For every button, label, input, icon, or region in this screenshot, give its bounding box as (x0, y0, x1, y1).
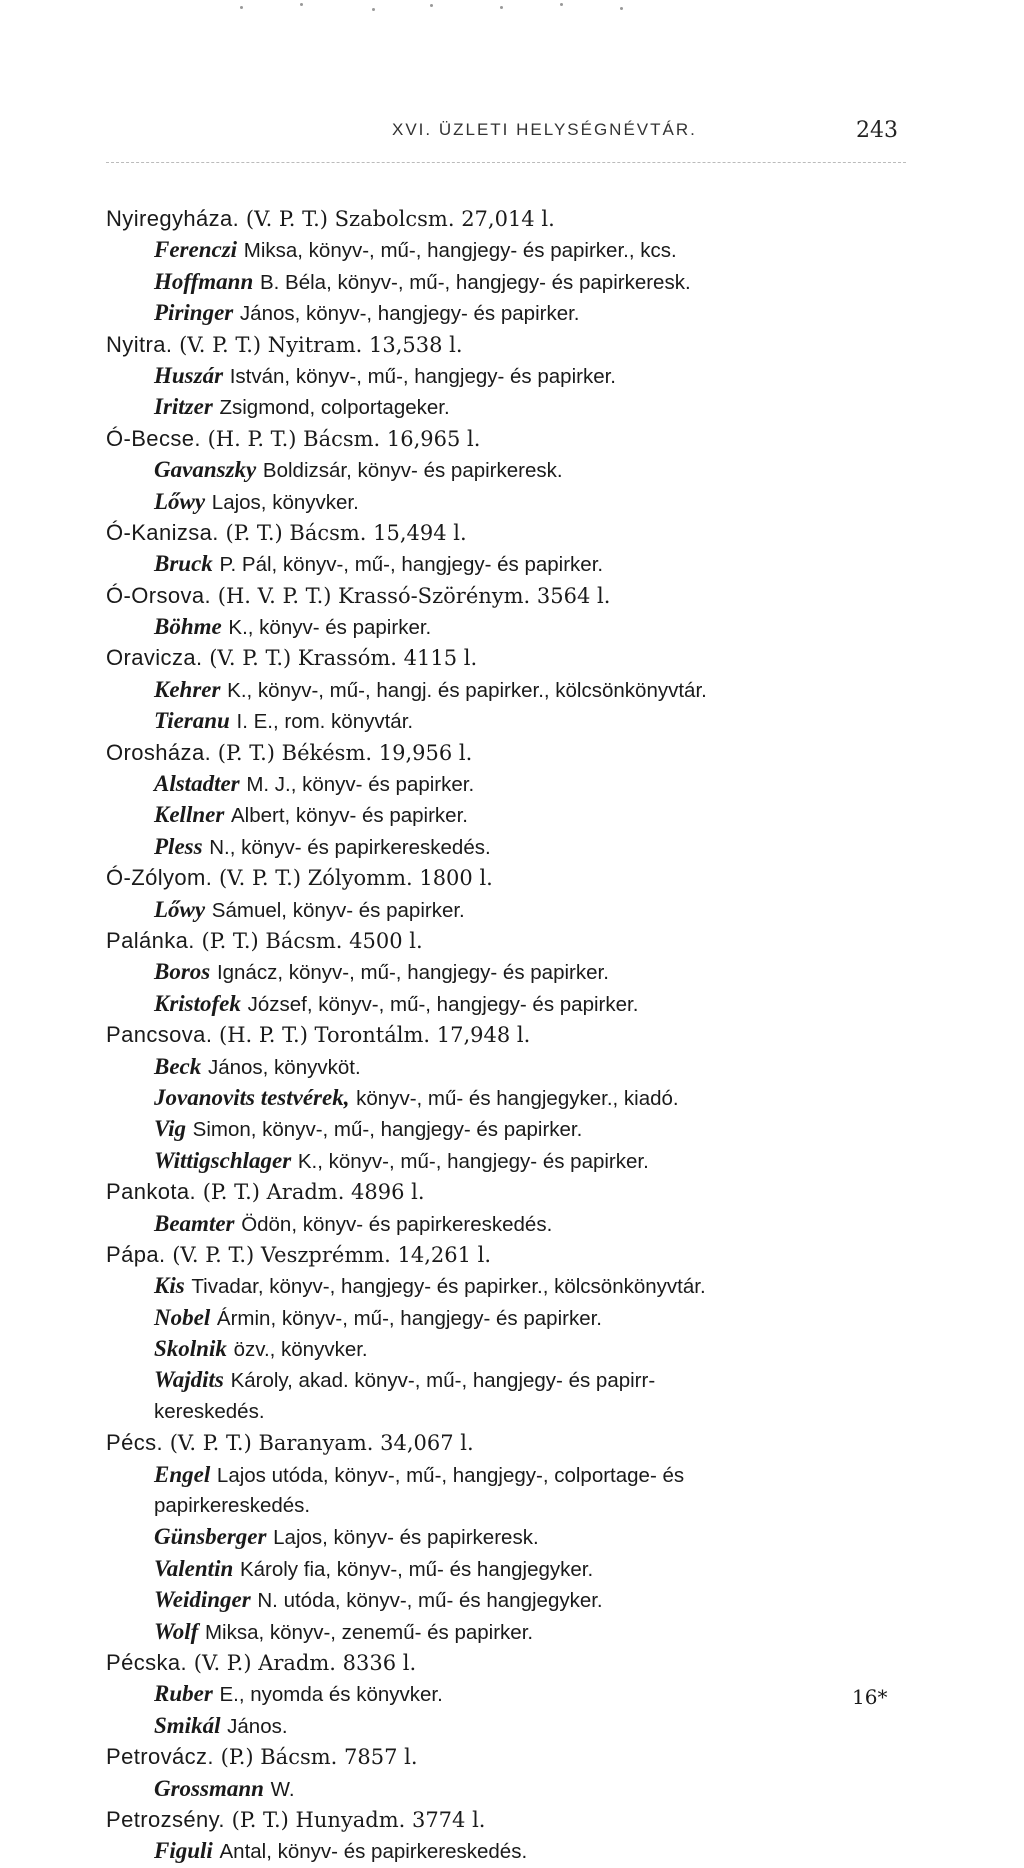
town-name: Ó-Zólyom. (106, 865, 213, 891)
shop-entry (106, 1835, 906, 1866)
shop-description: Miksa, könyv-, zenemű- és papirker. (204, 1620, 534, 1644)
shop-entry (106, 831, 906, 862)
shop-entry (106, 894, 906, 925)
shop-entry (106, 1584, 906, 1615)
town-heading (106, 1804, 906, 1835)
town-details: (P. T.) Bácsm. 15,494 l. (225, 520, 467, 545)
town-details: (P.) Bácsm. 7857 l. (220, 1745, 418, 1770)
shop-description: P. Pál, könyv-, mű-, hangjegy- és papirker. (219, 553, 604, 577)
shop-name: Beck (154, 1053, 202, 1079)
shop-entry (106, 1773, 906, 1804)
shop-description: B. Béla, könyv-, mű-, hangjegy- és papirkeresk. (259, 270, 691, 294)
shop-entry (106, 1302, 906, 1333)
shop-entry (106, 454, 906, 485)
town-heading (106, 1427, 906, 1458)
town-heading (106, 737, 906, 768)
header-title: XVI. ÜZLETI HELYSÉGNÉVTÁR. (392, 120, 697, 139)
shop-description: K., könyv- és papirker. (228, 616, 432, 640)
running-header (0, 120, 1024, 150)
shop-entry (106, 956, 906, 987)
town-name: Ó-Becse. (106, 425, 201, 451)
town-name: Orosháza. (106, 739, 212, 765)
shop-description: Simon, könyv-, mű-, hangjegy- és papirker. (192, 1118, 583, 1142)
shop-entry (106, 705, 906, 736)
town-name: Pankota. (106, 1179, 197, 1205)
shop-name: Smikál (154, 1712, 221, 1738)
shop-description: E., nyomda és könyvker. (219, 1683, 443, 1707)
town-name: Pancsova. (106, 1022, 213, 1048)
town-heading (106, 1741, 906, 1772)
shop-description: József, könyv-, mű-, hangjegy- és papirker. (247, 992, 639, 1016)
directory-entries (106, 203, 906, 1867)
town-details: (P. T.) Aradm. 4896 l. (202, 1180, 425, 1205)
shop-entry (106, 1113, 906, 1144)
top-edge-specks (0, 0, 1024, 30)
shop-name: Engel (154, 1461, 211, 1487)
town-name: Petrozsény. (106, 1806, 225, 1832)
town-details: (V. P. T.) Krassóm. 4115 l. (209, 646, 478, 671)
shop-entry (106, 1678, 906, 1709)
shop-description: János. (227, 1714, 288, 1738)
town-heading (106, 1647, 906, 1678)
town-name: Nyiregyháza. (106, 206, 240, 231)
shop-name: Jovanovits testvérek, (154, 1084, 350, 1110)
town-heading (106, 329, 906, 360)
shop-description: I. E., rom. könyvtár. (236, 710, 414, 734)
shop-name: Weidinger (154, 1587, 251, 1613)
continuation-line (106, 1490, 906, 1521)
shop-entry (106, 1208, 906, 1239)
shop-description: Lajos, könyvker. (211, 490, 359, 514)
shop-name: Vig (154, 1116, 186, 1142)
shop-description: Tivadar, könyv-, hangjegy- és papirker., kölcsönkönyvtár. (191, 1275, 706, 1299)
shop-entry (106, 674, 906, 705)
shop-description: özv., könyvker. (233, 1338, 368, 1362)
shop-entry (106, 768, 906, 799)
shop-entry (106, 1145, 906, 1176)
town-heading (106, 580, 906, 611)
shop-name: Günsberger (154, 1524, 267, 1550)
town-name: Petrovácz. (106, 1744, 214, 1770)
shop-name: Hoffmann (154, 268, 254, 294)
town-name: Ó-Orsova. (106, 582, 212, 608)
shop-description: Ödön, könyv- és papirkereskedés. (241, 1212, 553, 1236)
shop-entry (106, 988, 906, 1019)
town-details: (H. V. P. T.) Krassó-Szörénym. 3564 l. (217, 583, 611, 608)
shop-name: Ferenczi (154, 237, 238, 263)
town-details: (V. P. T.) Nyitram. 13,538 l. (179, 332, 463, 357)
town-details: (P. T.) Bácsm. 4500 l. (201, 928, 423, 953)
shop-name: Valentin (154, 1555, 234, 1581)
town-heading (106, 1176, 906, 1207)
shop-description: Lajos utóda, könyv-, mű-, hangjegy-, colportage- és (216, 1463, 685, 1487)
shop-name: Kis (154, 1273, 185, 1299)
shop-name: Kellner (154, 802, 225, 828)
shop-entry (106, 799, 906, 830)
shop-name: Beamter (154, 1210, 235, 1236)
shop-name: Kehrer (154, 676, 221, 702)
shop-name: Skolnik (154, 1336, 227, 1362)
shop-description: K., könyv-, mű-, hangj. és papirker., kölcsönkönyvtár. (227, 678, 707, 702)
shop-description: Ignácz, könyv-, mű-, hangjegy- és papirker. (216, 961, 609, 985)
shop-entry (106, 1710, 906, 1741)
shop-description: Zsigmond, colportageker. (219, 396, 450, 420)
town-heading (106, 423, 906, 454)
continuation-line (106, 1396, 906, 1427)
shop-description: Antal, könyv- és papirkereskedés. (219, 1840, 528, 1864)
shop-description: W. (270, 1777, 295, 1801)
shop-name: Lőwy (154, 896, 206, 922)
town-details: (V. P. T.) Zólyomm. 1800 l. (218, 866, 493, 891)
town-details: (V. P. T.) Baranyam. 34,067 l. (169, 1431, 474, 1456)
page-number: 243 (856, 118, 898, 143)
shop-name: Böhme (154, 614, 222, 640)
town-heading (106, 1239, 906, 1270)
town-details: (P. T.) Békésm. 19,956 l. (217, 740, 473, 765)
shop-description: Károly, akad. könyv-, mű-, hangjegy- és papirr- (230, 1369, 656, 1393)
shop-entry (106, 1459, 906, 1490)
shop-description: M. J., könyv- és papirker. (246, 773, 475, 797)
shop-name: Wajdits (154, 1367, 224, 1393)
shop-name: Wolf (154, 1618, 199, 1644)
shop-name: Ruber (154, 1681, 213, 1707)
shop-entry (106, 360, 906, 391)
shop-description: könyv-, mű- és hangjegyker., kiadó. (356, 1086, 679, 1110)
shop-description: Miksa, könyv-, mű-, hangjegy- és papirker., kcs. (243, 239, 677, 263)
shop-name: Grossmann (154, 1775, 264, 1801)
town-name: Nyitra. (106, 331, 173, 357)
shop-name: Kristofek (154, 990, 241, 1016)
shop-name: Wittigschlager (154, 1147, 292, 1173)
shop-entry (106, 1270, 906, 1301)
shop-description: K., könyv-, mű-, hangjegy- és papirker. (297, 1149, 649, 1173)
town-name: Pécs. (106, 1430, 164, 1456)
shop-name: Bruck (154, 551, 213, 577)
town-name: Oravicza. (106, 645, 203, 671)
shop-entry (106, 1364, 906, 1395)
shop-entry (106, 1616, 906, 1647)
shop-name: Iritzer (154, 394, 213, 420)
town-name: Palánka. (106, 927, 195, 953)
shop-name: Huszár (154, 362, 224, 388)
shop-entry (106, 1521, 906, 1552)
shop-description: N. utóda, könyv-, mű- és hangjegyker. (257, 1589, 603, 1613)
shop-entry (106, 297, 906, 328)
shop-description: Sámuel, könyv- és papirker. (211, 898, 465, 922)
shop-description-continued: kereskedés. (154, 1399, 265, 1423)
shop-entry (106, 486, 906, 517)
town-heading (106, 642, 906, 673)
shop-entry (106, 266, 906, 297)
town-name: Pápa. (106, 1241, 166, 1267)
shop-description-continued: papirkereskedés. (154, 1494, 311, 1518)
shop-name: Boros (154, 959, 211, 985)
shop-description: Albert, könyv- és papirker. (230, 804, 468, 828)
town-heading (106, 1019, 906, 1050)
town-heading (106, 203, 906, 234)
town-heading (106, 862, 906, 893)
town-details: (H. P. T.) Torontálm. 17,948 l. (219, 1023, 531, 1048)
shop-description: Lajos, könyv- és papirkeresk. (273, 1526, 539, 1550)
shop-entry (106, 1553, 906, 1584)
town-details: (V. P. T.) Veszprémm. 14,261 l. (172, 1242, 492, 1267)
shop-description: István, könyv-, mű-, hangjegy- és papirker. (229, 364, 616, 388)
shop-description: Károly fia, könyv-, mű- és hangjegyker. (239, 1557, 594, 1581)
town-heading (106, 925, 906, 956)
shop-description: János, könyv-, hangjegy- és papirker. (239, 302, 580, 326)
shop-description: János, könyvköt. (207, 1055, 361, 1079)
shop-entry (106, 234, 906, 265)
shop-name: Nobel (154, 1304, 211, 1330)
shop-entry (106, 548, 906, 579)
shop-name: Lőwy (154, 488, 206, 514)
town-name: Pécska. (106, 1649, 188, 1675)
town-details: (V. P. T.) Szabolcsm. 27,014 l. (245, 207, 555, 231)
town-details: (V. P.) Aradm. 8336 l. (193, 1650, 417, 1675)
shop-entry (106, 1082, 906, 1113)
shop-name: Tieranu (154, 708, 230, 734)
town-details: (H. P. T.) Bácsm. 16,965 l. (207, 426, 481, 451)
shop-entry (106, 611, 906, 642)
shop-name: Figuli (154, 1838, 213, 1864)
town-heading (106, 517, 906, 548)
shop-entry (106, 391, 906, 422)
shop-description: Ármin, könyv-, mű-, hangjegy- és papirker. (216, 1306, 603, 1330)
shop-entry (106, 1051, 906, 1082)
shop-entry (106, 1333, 906, 1364)
shop-name: Pless (154, 833, 203, 859)
shop-description: N., könyv- és papirkereskedés. (209, 835, 491, 859)
shop-description: Boldizsár, könyv- és papirkeresk. (262, 459, 563, 483)
shop-name: Piringer (154, 300, 234, 326)
shop-name: Alstadter (154, 771, 240, 797)
shop-name: Gavanszky (154, 457, 257, 483)
header-rule (106, 162, 906, 163)
town-details: (P. T.) Hunyadm. 3774 l. (231, 1807, 486, 1832)
signature-mark: 16* (852, 1685, 888, 1709)
town-name: Ó-Kanizsa. (106, 519, 219, 545)
